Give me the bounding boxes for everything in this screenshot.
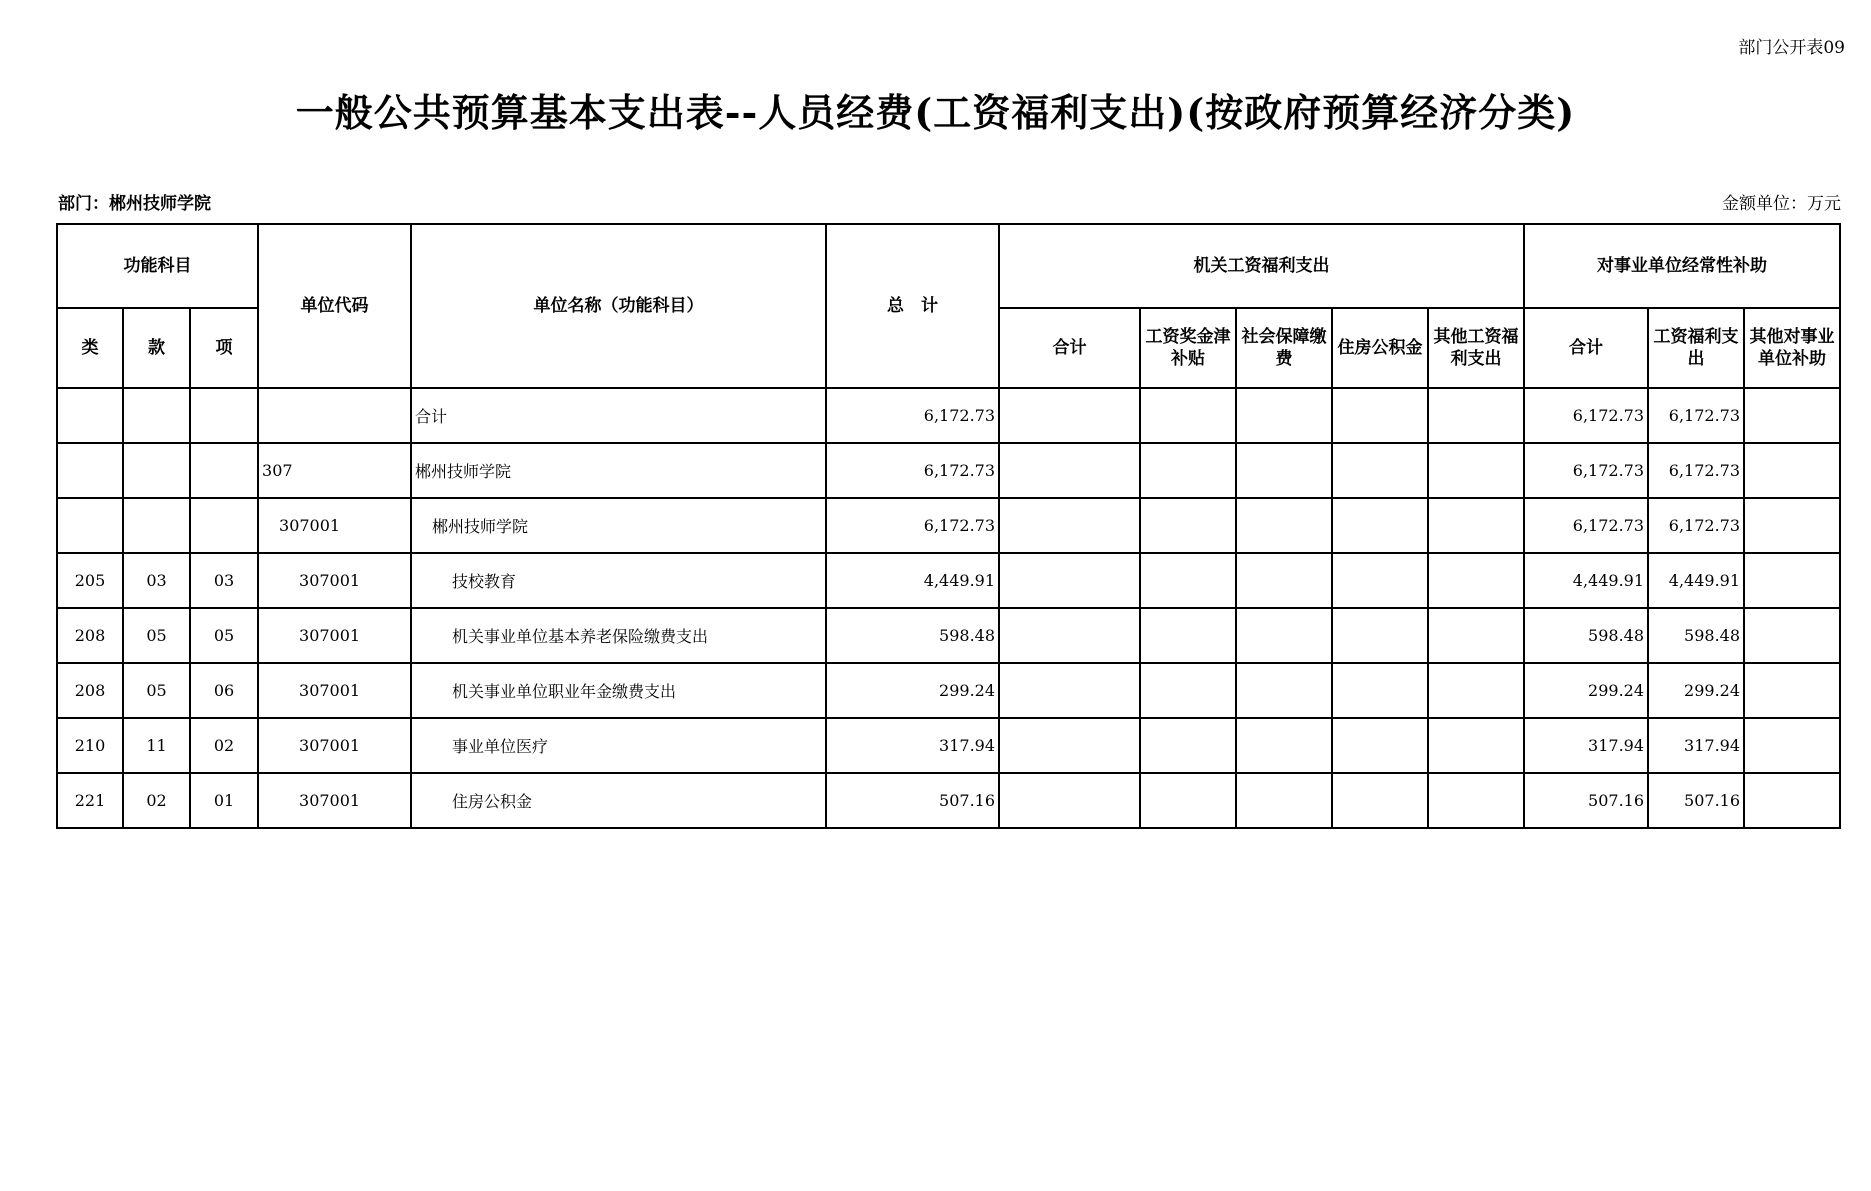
- cell-kuan: [123, 388, 190, 443]
- cell-jg-heji: [999, 388, 1140, 443]
- cell-jg-heji: [999, 718, 1140, 773]
- cell-jg-heji: [999, 663, 1140, 718]
- department-label: 部门：郴州技师学院: [58, 194, 211, 214]
- cell-lei: 210: [57, 718, 123, 773]
- header-func-subject: 功能科目: [57, 224, 258, 308]
- cell-jg-other: [1428, 388, 1524, 443]
- cell-jg-social: [1236, 388, 1332, 443]
- header-kuan: 款: [123, 308, 190, 388]
- cell-lei: 205: [57, 553, 123, 608]
- cell-lei: [57, 498, 123, 553]
- cell-kuan: 05: [123, 608, 190, 663]
- cell-jg-housing: [1332, 388, 1428, 443]
- header-wage-welfare: 工资福利支出: [1648, 308, 1744, 388]
- cell-code: [258, 388, 411, 443]
- cell-total: 6,172.73: [826, 498, 999, 553]
- cell-total: 507.16: [826, 773, 999, 828]
- cell-xiang: [190, 498, 258, 553]
- header-other-welfare: 其他工资福利支出: [1428, 308, 1524, 388]
- cell-sy-wage: 507.16: [1648, 773, 1744, 828]
- cell-jg-housing: [1332, 443, 1428, 498]
- cell-jg-housing: [1332, 553, 1428, 608]
- cell-sy-other: [1744, 773, 1840, 828]
- cell-jg-heji: [999, 498, 1140, 553]
- cell-jg-salary: [1140, 553, 1236, 608]
- cell-xiang: 03: [190, 553, 258, 608]
- cell-sy-heji: 507.16: [1524, 773, 1648, 828]
- cell-jg-other: [1428, 773, 1524, 828]
- table-row: [57, 553, 1840, 608]
- cell-jg-social: [1236, 718, 1332, 773]
- header-jiguan-heji: 合计: [999, 308, 1140, 388]
- cell-code: 307001: [258, 553, 411, 608]
- cell-sy-heji: 6,172.73: [1524, 388, 1648, 443]
- table-row: [57, 498, 1840, 553]
- cell-name: 郴州技师学院: [411, 498, 826, 553]
- cell-sy-other: [1744, 718, 1840, 773]
- cell-jg-heji: [999, 553, 1140, 608]
- budget-table: [56, 223, 1841, 829]
- cell-sy-other: [1744, 663, 1840, 718]
- cell-kuan: 11: [123, 718, 190, 773]
- header-social-security: 社会保障缴费: [1236, 308, 1332, 388]
- cell-jg-salary: [1140, 718, 1236, 773]
- cell-jg-social: [1236, 553, 1332, 608]
- header-unit-name: 单位名称（功能科目）: [411, 224, 826, 388]
- cell-jg-housing: [1332, 718, 1428, 773]
- cell-sy-other: [1744, 388, 1840, 443]
- cell-total: 6,172.73: [826, 388, 999, 443]
- cell-total: 598.48: [826, 608, 999, 663]
- cell-sy-wage: 4,449.91: [1648, 553, 1744, 608]
- cell-name: 郴州技师学院: [411, 443, 826, 498]
- header-shiye-heji: 合计: [1524, 308, 1648, 388]
- cell-jg-social: [1236, 443, 1332, 498]
- cell-jg-social: [1236, 498, 1332, 553]
- cell-lei: 208: [57, 608, 123, 663]
- cell-lei: 221: [57, 773, 123, 828]
- cell-lei: 208: [57, 663, 123, 718]
- header-salary-bonus: 工资奖金津补贴: [1140, 308, 1236, 388]
- cell-jg-other: [1428, 663, 1524, 718]
- cell-name: 机关事业单位基本养老保险缴费支出: [411, 608, 826, 663]
- amount-unit-label: 金额单位：万元: [1722, 194, 1841, 214]
- cell-code: 307: [258, 443, 411, 498]
- cell-sy-heji: 4,449.91: [1524, 553, 1648, 608]
- header-lei: 类: [57, 308, 123, 388]
- header-shiye-subsidy: 对事业单位经常性补助: [1524, 224, 1840, 308]
- cell-code: 307001: [258, 663, 411, 718]
- header-other-subsidy: 其他对事业单位补助: [1744, 308, 1840, 388]
- cell-sy-other: [1744, 498, 1840, 553]
- cell-kuan: [123, 498, 190, 553]
- cell-xiang: 01: [190, 773, 258, 828]
- cell-name: 合计: [411, 388, 826, 443]
- cell-xiang: 02: [190, 718, 258, 773]
- cell-sy-wage: 317.94: [1648, 718, 1744, 773]
- header-jiguan-welfare: 机关工资福利支出: [999, 224, 1524, 308]
- table-row: [57, 718, 1840, 773]
- cell-lei: [57, 388, 123, 443]
- cell-jg-heji: [999, 608, 1140, 663]
- cell-jg-salary: [1140, 608, 1236, 663]
- cell-jg-social: [1236, 608, 1332, 663]
- cell-xiang: [190, 388, 258, 443]
- cell-total: 4,449.91: [826, 553, 999, 608]
- cell-code: 307001: [258, 498, 411, 553]
- cell-sy-wage: 6,172.73: [1648, 498, 1744, 553]
- cell-jg-salary: [1140, 498, 1236, 553]
- cell-sy-heji: 6,172.73: [1524, 443, 1648, 498]
- cell-kuan: 03: [123, 553, 190, 608]
- cell-jg-housing: [1332, 773, 1428, 828]
- table-row: [57, 773, 1840, 828]
- cell-jg-salary: [1140, 773, 1236, 828]
- cell-jg-social: [1236, 773, 1332, 828]
- cell-name: 机关事业单位职业年金缴费支出: [411, 663, 826, 718]
- cell-jg-other: [1428, 718, 1524, 773]
- cell-sy-other: [1744, 608, 1840, 663]
- cell-lei: [57, 443, 123, 498]
- cell-sy-wage: 299.24: [1648, 663, 1744, 718]
- cell-code: 307001: [258, 773, 411, 828]
- cell-jg-salary: [1140, 388, 1236, 443]
- cell-kuan: [123, 443, 190, 498]
- header-unit-code: 单位代码: [258, 224, 411, 388]
- cell-kuan: 02: [123, 773, 190, 828]
- cell-sy-wage: 6,172.73: [1648, 443, 1744, 498]
- cell-code: 307001: [258, 608, 411, 663]
- cell-sy-heji: 6,172.73: [1524, 498, 1648, 553]
- cell-jg-other: [1428, 553, 1524, 608]
- header-xiang: 项: [190, 308, 258, 388]
- cell-xiang: 06: [190, 663, 258, 718]
- table-row: [57, 388, 1840, 443]
- cell-name: 技校教育: [411, 553, 826, 608]
- cell-jg-housing: [1332, 498, 1428, 553]
- cell-total: 6,172.73: [826, 443, 999, 498]
- cell-jg-other: [1428, 443, 1524, 498]
- cell-sy-heji: 299.24: [1524, 663, 1648, 718]
- table-row: [57, 608, 1840, 663]
- cell-jg-heji: [999, 443, 1140, 498]
- cell-code: 307001: [258, 718, 411, 773]
- table-row: [57, 443, 1840, 498]
- cell-jg-salary: [1140, 663, 1236, 718]
- cell-jg-housing: [1332, 608, 1428, 663]
- cell-sy-other: [1744, 553, 1840, 608]
- table-row: [57, 663, 1840, 718]
- cell-jg-housing: [1332, 663, 1428, 718]
- cell-jg-social: [1236, 663, 1332, 718]
- cell-sy-heji: 317.94: [1524, 718, 1648, 773]
- cell-total: 317.94: [826, 718, 999, 773]
- cell-xiang: 05: [190, 608, 258, 663]
- cell-sy-heji: 598.48: [1524, 608, 1648, 663]
- cell-sy-other: [1744, 443, 1840, 498]
- page-title: 一般公共预算基本支出表--人员经费(工资福利支出)(按政府预算经济分类): [295, 90, 1576, 135]
- cell-sy-wage: 598.48: [1648, 608, 1744, 663]
- cell-kuan: 05: [123, 663, 190, 718]
- cell-jg-other: [1428, 498, 1524, 553]
- header-housing-fund: 住房公积金: [1332, 308, 1428, 388]
- cell-jg-heji: [999, 773, 1140, 828]
- cell-sy-wage: 6,172.73: [1648, 388, 1744, 443]
- cell-name: 事业单位医疗: [411, 718, 826, 773]
- cell-total: 299.24: [826, 663, 999, 718]
- form-number: 部门公开表09: [1738, 38, 1845, 58]
- cell-jg-other: [1428, 608, 1524, 663]
- header-total: 总 计: [826, 224, 999, 388]
- cell-xiang: [190, 443, 258, 498]
- cell-jg-salary: [1140, 443, 1236, 498]
- cell-name: 住房公积金: [411, 773, 826, 828]
